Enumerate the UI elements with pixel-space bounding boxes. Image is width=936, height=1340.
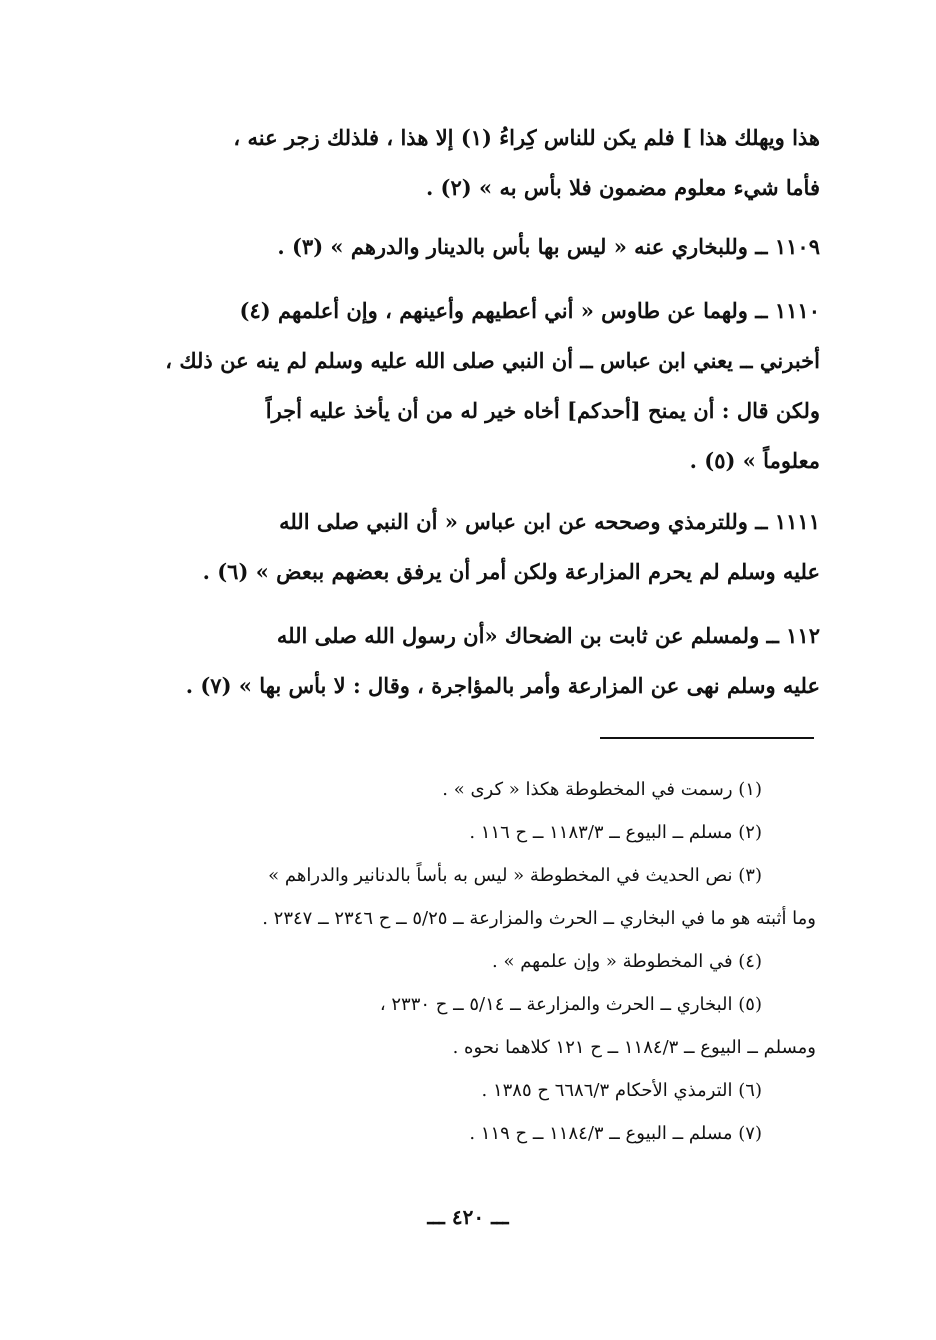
text-line: ١١١٠ ــ ولهما عن طاوس « أني أعطيهم وأعينهم ، وإن أعلمهم (٤) [239, 298, 820, 323]
footnote-6: (٦) الترمذي الأحكام ٦٦٨٦/٣ ح ١٣٨٥ . [481, 1080, 762, 1101]
hadith-1109 [150, 222, 820, 272]
text-line: معلوماً » (٥) . [689, 448, 820, 473]
footnotes [148, 768, 816, 1155]
footnote-divider [600, 737, 814, 739]
hadith-1111 [150, 497, 820, 597]
footnote-7: (٧) مسلم ــ البيوع ــ ١١٨٤/٣ ــ ح ١١٩ . [469, 1123, 762, 1144]
footnote-5: (٥) البخاري ــ الحرث والمزارعة ــ ٥/١٤ ــ ح ٢٣٣٠ ، [379, 994, 762, 1015]
text-line: ١١٢ ــ ولمسلم عن ثابت بن الضحاك «أن رسول الله صلى الله [276, 623, 820, 648]
footnote-5-cont: ومسلم ــ البيوع ــ ١١٨٤/٣ ــ ح ١٢١ كلاهما نحوه . [452, 1037, 816, 1058]
footnote-1: (١) رسمت في المخطوطة هكذا « كرى » . [442, 779, 762, 800]
footnote-4: (٤) في المخطوطة « وإن علمهم » . [492, 951, 762, 972]
hadith-1112 [150, 611, 820, 711]
text-line: فأما شيء معلوم مضمون فلا بأس به » (٢) . [425, 175, 820, 200]
footnote-2: (٢) مسلم ــ البيوع ــ ١١٨٣/٣ ــ ح ١١٦ . [469, 822, 762, 843]
hadith-1110 [150, 286, 820, 486]
text-line: ١١١١ ــ وللترمذي وصححه عن ابن عباس « أن النبي صلى الله [279, 509, 820, 534]
text-line: هذا ويهلك هذا ] فلم يكن للناس كِراءُ (١) إلا هذا ، فلذلك زجر عنه ، [233, 125, 820, 150]
page-number: ـــ ٤٢٠ ـــ [427, 1205, 509, 1229]
text-line: عليه وسلم نهى عن المزارعة وأمر بالمؤاجرة ، وقال : لا بأس بها » (٧) . [185, 673, 820, 698]
text-line: ١١٠٩ ــ وللبخاري عنه « ليس بها بأس بالدينار والدرهم » (٣) . [277, 234, 820, 259]
footnote-3-cont: وما أثبته هو ما في البخاري ــ الحرث والمزارعة ــ ٥/٢٥ ــ ح ٢٣٤٦ ــ ٢٣٤٧ . [262, 908, 816, 929]
footnote-3: (٣) نص الحديث في المخطوطة « ليس به بأساً بالدنانير والدراهم » [268, 865, 762, 886]
text-line: أخبرني ــ يعني ابن عباس ــ أن النبي صلى الله عليه وسلم لم ينه عن ذلك ، [165, 348, 820, 373]
text-line: ولكن قال : أن يمنح [أحدكم] أخاه خير له من أن يأخذ عليه أجراً [265, 398, 820, 423]
main-text-para-1 [150, 113, 820, 213]
text-line: عليه وسلم لم يحرم المزارعة ولكن أمر أن يرفق بعضهم ببعض » (٦) . [202, 559, 820, 584]
